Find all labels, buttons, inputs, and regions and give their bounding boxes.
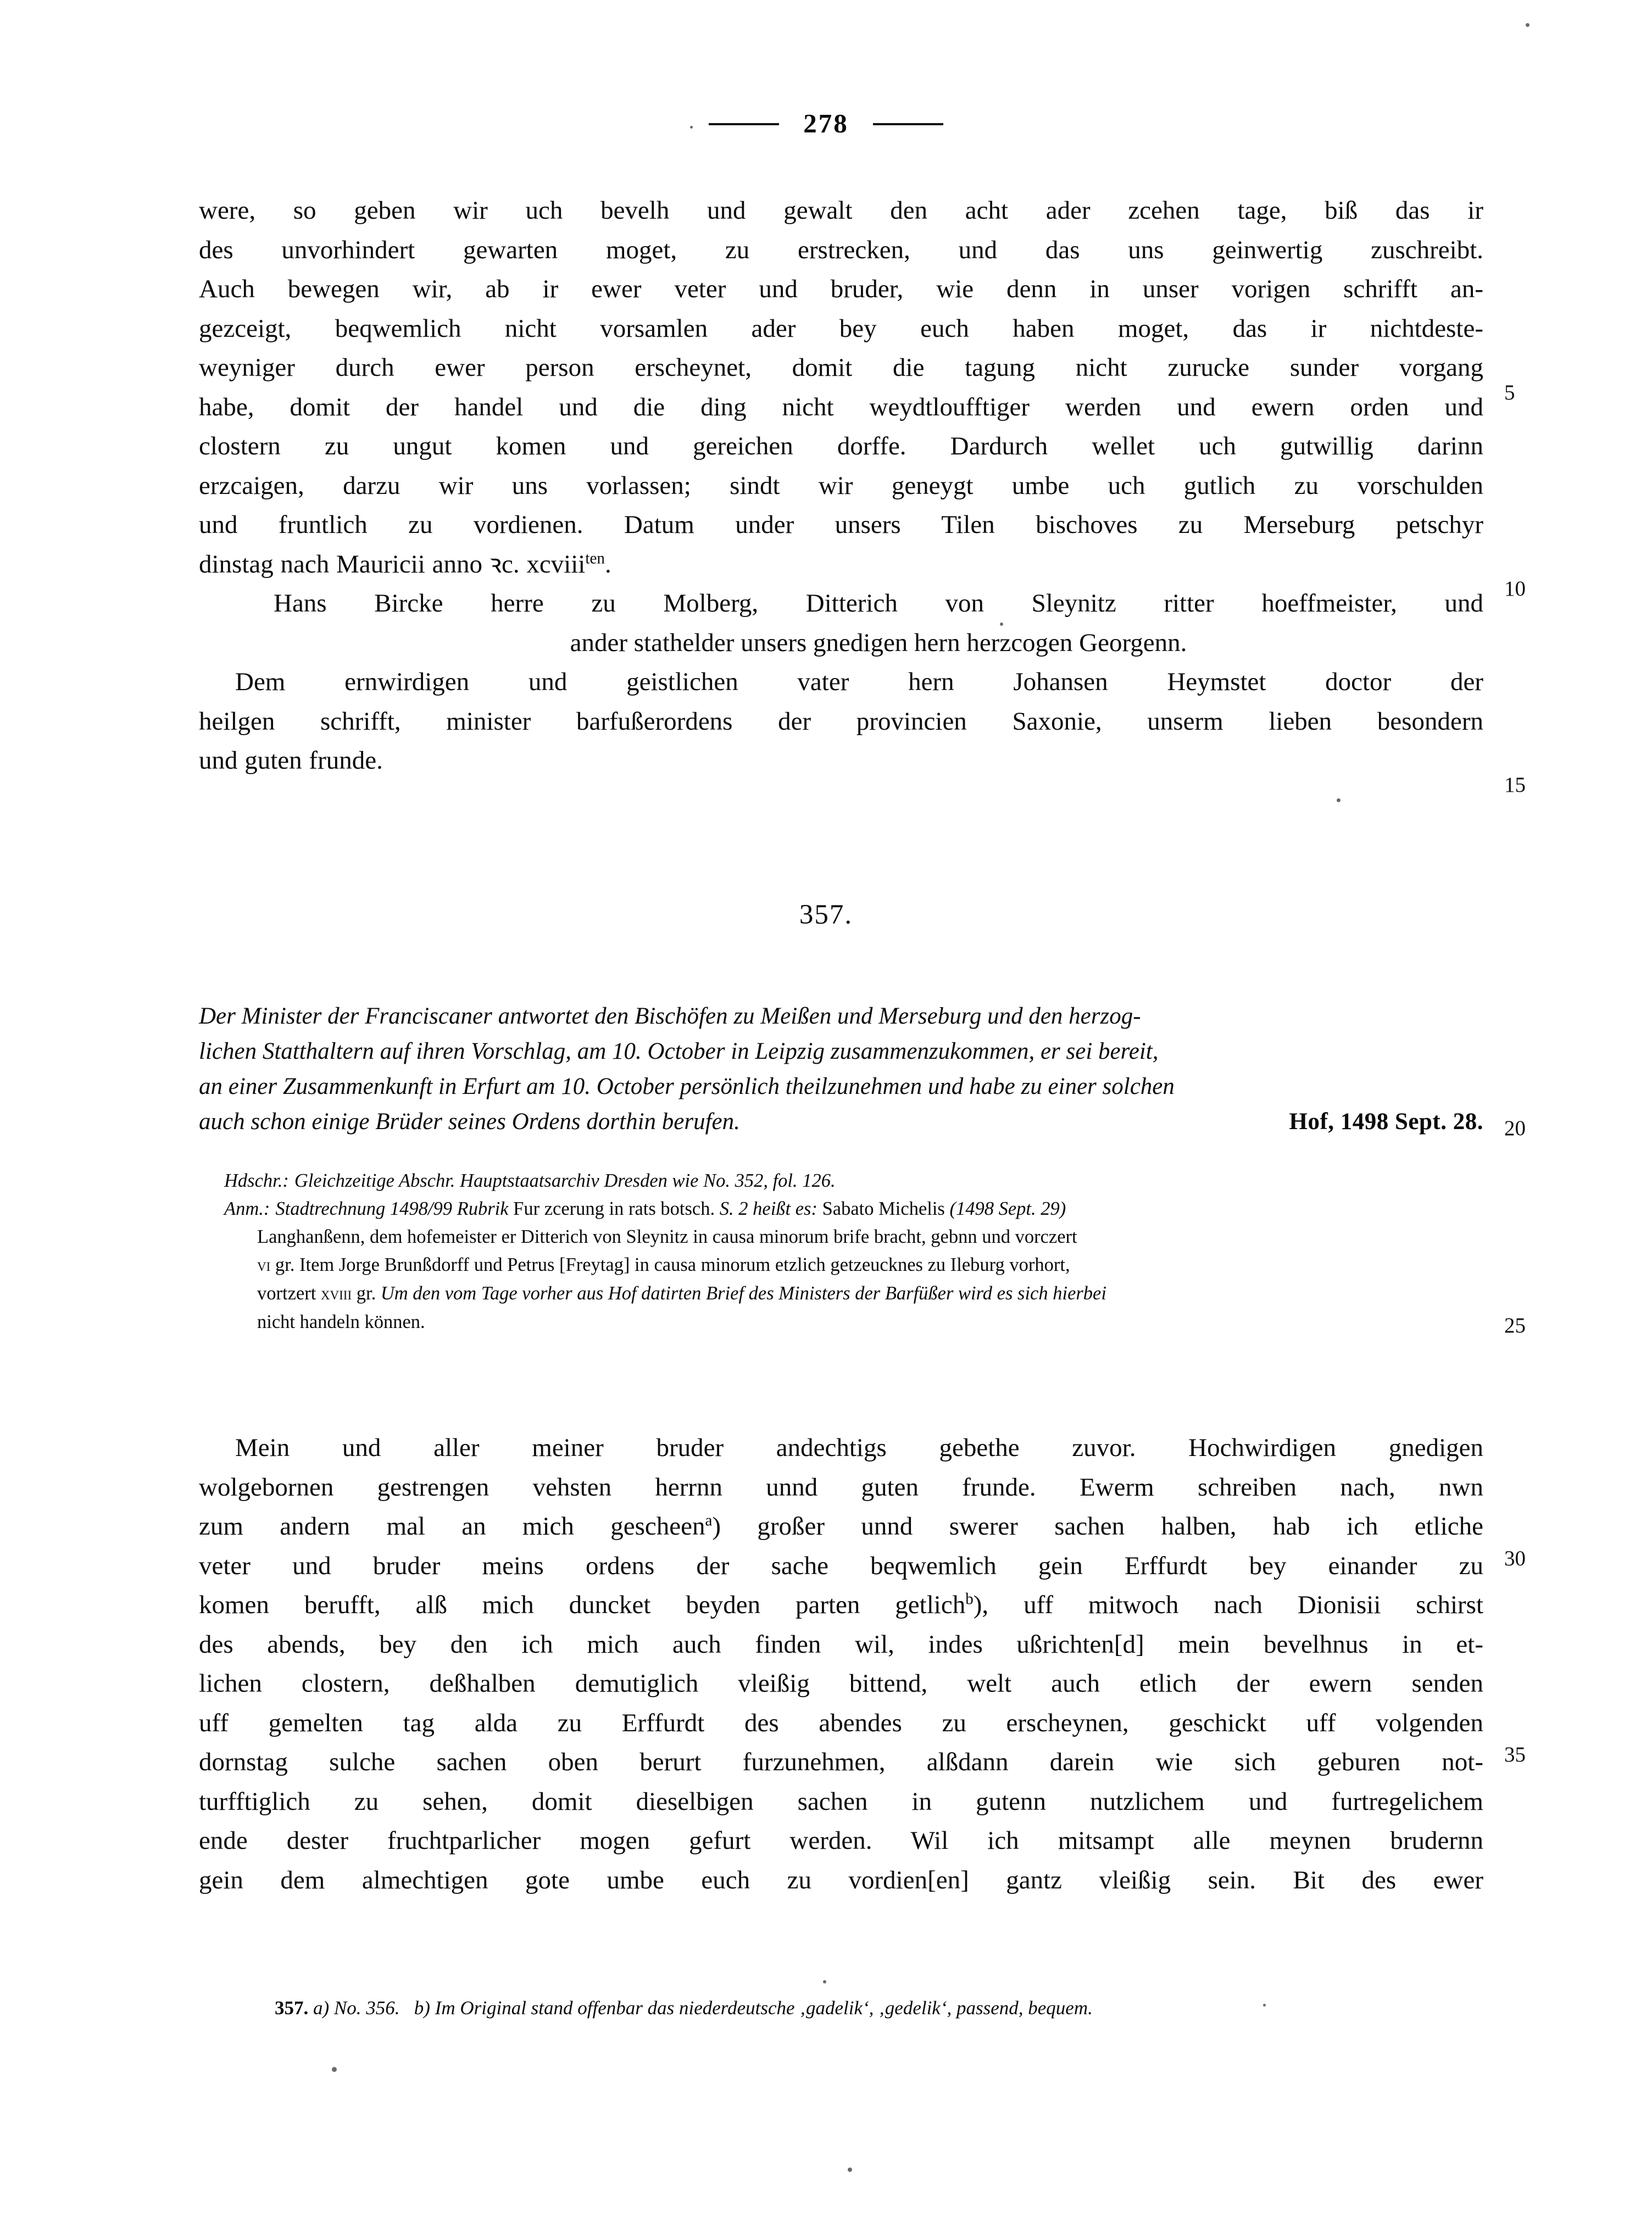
letter-line: uff gemelten tag alda zu Erffurdt des abendes zu erscheynen, geschickt uff volgenden <box>199 1708 1483 1737</box>
letter-356-continuation <box>199 191 1483 781</box>
letter-line: turfftiglich zu sehen, domit dieselbigen sachen in gutenn nutzlichem und furtregelichem <box>199 1787 1483 1816</box>
anm-segment-date: (1498 Sept. 29) <box>944 1198 1066 1219</box>
dateline: Hof, 1498 Sept. 28. <box>1289 1109 1483 1135</box>
regest-line: lichen Statthaltern auf ihren Vorschlag, am 10. October in Leipzig zusammenzukommen, er sei bereit, <box>199 1038 1159 1064</box>
paragraph-line: Auch bewegen wir, ab ir ewer veter und bruder, wie denn in unser vorigen schrifft an- <box>199 275 1483 303</box>
running-head-rule-left <box>709 123 779 125</box>
paragraph-line: gezceigt, beqwemlich nicht vorsamlen ader bey euch haben moget, das ir nichtdeste- <box>199 314 1483 343</box>
line-number-marker: 15 <box>1504 773 1526 797</box>
line-number-marker: 35 <box>1504 1743 1526 1766</box>
roman-numeral-xviii: xviii <box>320 1284 352 1304</box>
hdschr-text: Gleichzeitige Abschr. Hauptstaatsarchiv Dresden wie No. 352, fol. 126. <box>294 1170 836 1191</box>
line-number-marker: 5 <box>1504 381 1515 404</box>
line-number-marker: 25 <box>1504 1314 1526 1337</box>
paragraph-line: clostern zu ungut komen und gereichen dorffe. Dardurch wellet uch gutwillig darinn <box>199 432 1483 460</box>
letter-line-part: ), uff mitwoch nach Dionisii schirst <box>973 1591 1484 1619</box>
anm-line4-post: gr. <box>352 1283 381 1304</box>
regest-line: an einer Zusammenkunft in Erfurt am 10. October persönlich theilzunehmen und habe zu einer solchen <box>199 1074 1175 1099</box>
footnote-a-text: No. 356. <box>333 1997 400 2019</box>
date-terminator: . <box>604 549 611 579</box>
apparatus-anm-line-1 <box>199 1195 1483 1223</box>
line-number-marker: 30 <box>1504 1547 1526 1570</box>
scan-speck <box>823 1980 826 1983</box>
scan-speck <box>848 2168 852 2172</box>
paragraph-line: des unvorhindert gewarten moget, zu erstrecken, und das uns geinwertig zuschreibt. <box>199 235 1483 264</box>
anm-label: Anm.: <box>224 1198 270 1219</box>
hdschr-label: Hdschr.: <box>224 1170 289 1191</box>
footnote-marker-b: b <box>965 1590 974 1608</box>
letter-line-part: zum andern mal an mich gescheen <box>199 1512 705 1541</box>
apparatus-block <box>199 1167 1483 1336</box>
date-clause: dinstag nach Mauricii anno ꝛc. xcviii <box>199 549 586 579</box>
footnote-marker-b-label: b) <box>414 1997 430 2019</box>
running-head <box>0 108 1652 139</box>
letter-line: lichen clostern, deßhalben demutiglich vleißig bittend, welt auch etlich der ewern senden <box>199 1669 1483 1698</box>
page-number: 278 <box>803 108 849 138</box>
scan-speck <box>1337 798 1340 802</box>
regest-line: Der Minister der Franciscaner antwortet den Bischöfen zu Meißen und Merseburg und den herzog- <box>199 1003 1141 1029</box>
anm-line3-text: gr. Item Jorge Brunßdorff und Petrus [Freytag] in causa minorum etzlich getzeucknes zu Ileburg vorhort, <box>275 1254 1070 1275</box>
anm-segment-quote: Fur zcerung in rats botsch. <box>508 1198 715 1219</box>
letter-line-part: ) großer unnd swerer sachen halben, hab ich etliche <box>712 1512 1484 1541</box>
letter-357-body <box>199 1429 1483 1900</box>
bottom-footnote <box>275 1994 1406 2022</box>
letter-line: des abends, bey den ich mich auch finden wil, indes ußrichten[d] mein bevelhnus in et- <box>199 1630 1483 1659</box>
running-head-rule-right <box>873 123 943 125</box>
paragraph-line: habe, domit der handel und die ding nicht weydtloufftiger werden und ewern orden und <box>199 392 1483 421</box>
regest-last-line-with-dateline <box>199 1104 1483 1140</box>
apparatus-anm-line-4 <box>199 1280 1483 1308</box>
apparatus-anm-line-2: Langhanßenn, dem hofemeister er Ditterich von Sleynitz in causa minorum brife bracht, gebnn und vorczert <box>257 1226 1077 1247</box>
document-number-heading: 357. <box>799 899 853 930</box>
paragraph-line: were, so geben wir uch bevelh und gewalt den acht ader zcehen tage, biß das ir <box>199 196 1483 225</box>
letter-line: Mein und aller meiner bruder andechtigs gebethe zuvor. Hochwirdigen gnedigen <box>235 1433 1483 1462</box>
regest-block <box>199 999 1483 1140</box>
footnote-marker-a-label: a) <box>313 1997 330 2019</box>
apparatus-anm-line-3 <box>199 1251 1483 1280</box>
anm-segment-sabato: Sabato Michelis <box>817 1198 945 1219</box>
scan-speck <box>690 126 693 129</box>
signature-line: ander stathelder unsers gnedigen hern herzcogen Georgenn. <box>570 628 1187 657</box>
scan-speck <box>1000 623 1003 626</box>
signature-line: Hans Bircke herre zu Molberg, Ditterich von Sleynitz ritter hoeffmeister, und <box>274 589 1483 618</box>
anm-segment-heisst-es: S. 2 heißt es: <box>715 1198 817 1219</box>
anm-line4-pre: vortzert <box>257 1283 321 1304</box>
apparatus-hdschr-line <box>199 1167 1483 1195</box>
scan-speck <box>332 2067 337 2072</box>
paragraph-line: erzcaigen, darzu wir uns vorlassen; sindt wir geneygt umbe uch gutlich zu vorschulden <box>199 471 1483 500</box>
apparatus-anm-line-5: nicht handeln können. <box>257 1311 425 1332</box>
date-ordinal-superscript: ten <box>585 549 605 567</box>
address-line: und guten frunde. <box>199 746 383 775</box>
footnote-marker-a: a <box>705 1511 713 1530</box>
letter-line: gein dem almechtigen gote umbe euch zu vordien[en] gantz vleißig sein. Bit des ewer <box>199 1865 1483 1894</box>
footnote-b-text: Im Original stand offenbar das niederdeutsche ‚gadelik‘, ‚gedelik‘, passend, bequem. <box>435 1997 1093 2019</box>
roman-numeral-vi: vi <box>257 1255 271 1275</box>
letter-line-part: komen berufft, alß mich duncket beyden parten getlich <box>199 1591 966 1619</box>
line-number-marker: 10 <box>1504 577 1526 601</box>
paragraph-line-dated <box>199 545 1483 585</box>
scan-speck <box>1263 2004 1266 2007</box>
letter-line: ende dester fruchtparlicher mogen gefurt werden. Wil ich mitsampt alle meynen brudernn <box>199 1826 1483 1855</box>
paragraph-line: weyniger durch ewer person erscheynet, domit die tagung nicht zurucke sunder vorgang <box>199 353 1483 382</box>
regest-line: auch schon einige Brüder seines Ordens dorthin berufen. <box>199 1109 740 1135</box>
paragraph-line: und fruntlich zu vordienen. Datum under unsers Tilen bischoves zu Merseburg petschyr <box>199 510 1483 539</box>
scan-speck <box>1526 23 1529 27</box>
address-line: heilgen schrifft, minister barfußerordens der provincien Saxonie, unserm lieben besondern <box>199 707 1483 736</box>
line-number-marker: 20 <box>1504 1116 1526 1140</box>
address-line: Dem ernwirdigen und geistlichen vater hern Johansen Heymstet doctor der <box>235 668 1483 696</box>
letter-line: veter und bruder meins ordens der sache beqwemlich gein Erffurdt bey einander zu <box>199 1551 1483 1580</box>
anm-line4-italic: Um den vom Tage vorher aus Hof datirten Brief des Ministers der Barfüßer wird es sich hierbei <box>380 1283 1106 1304</box>
letter-line-with-note-b <box>199 1586 1483 1625</box>
anm-segment-rubrik: Stadtrechnung 1498/99 Rubrik <box>275 1198 509 1219</box>
letter-line-with-note-a <box>199 1507 1483 1547</box>
letter-line: wolgebornen gestrengen vehsten herrnn unnd guten frunde. Ewerm schreiben nach, nwn <box>199 1472 1483 1502</box>
letter-line: dornstag sulche sachen oben berurt furzunehmen, alßdann darein wie sich geburen not- <box>199 1748 1483 1776</box>
footnote-document-number: 357. <box>275 1997 309 2019</box>
